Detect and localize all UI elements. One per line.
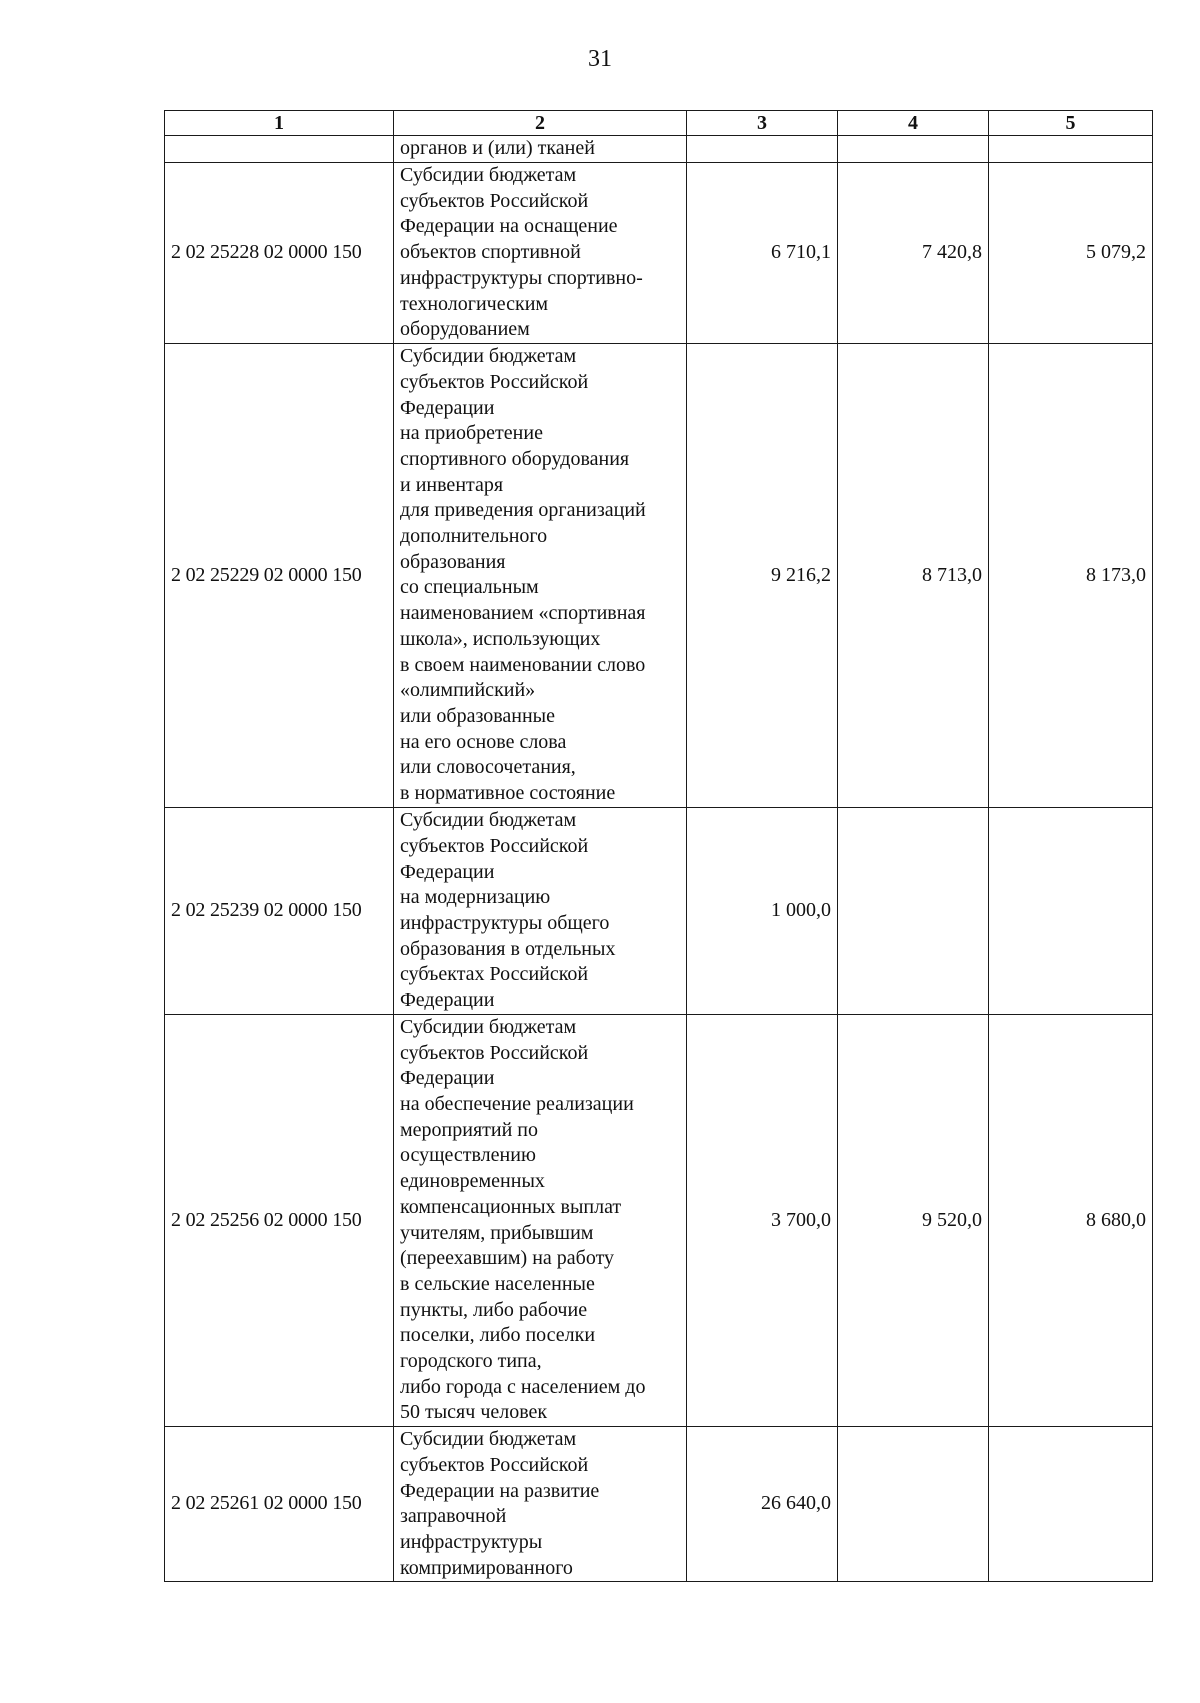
description-line: Субсидии бюджетам (400, 1428, 577, 1451)
description-line: Федерации (400, 1067, 495, 1090)
description-line: для приведения организаций (400, 499, 646, 522)
description-line: образования в отдельных (400, 937, 616, 960)
description-line: или словосочетания, (400, 756, 576, 779)
description-line: компенсационных выплат (400, 1195, 622, 1218)
table-row (165, 136, 1153, 163)
budget-code-cell: 2 02 25228 02 0000 150 (165, 163, 394, 344)
description-line: дополнительного (400, 525, 548, 548)
description-line: на его основе слова (400, 730, 567, 753)
amount-cell-col4 (838, 1427, 989, 1582)
description-line: заправочной (400, 1505, 507, 1528)
description-cell (394, 343, 687, 807)
description-line: в нормативное состояние (400, 782, 616, 805)
description-line: субъектов Российской (400, 189, 589, 212)
amount-cell-col3: 3 700,0 (687, 1014, 838, 1426)
description-line: со специальным (400, 576, 539, 599)
description-line: пункты, либо рабочие (400, 1298, 588, 1321)
description-line: единовременных (400, 1170, 545, 1193)
description-cell (394, 807, 687, 1014)
table-row (165, 1427, 1153, 1582)
budget-code-cell: 2 02 25239 02 0000 150 (165, 807, 394, 1014)
amount-cell-col5: 8 680,0 (989, 1014, 1153, 1426)
description-line: органов и (или) тканей (400, 137, 595, 160)
description-line: образования (400, 550, 506, 573)
description-cell (394, 163, 687, 344)
column-header-3: 3 (687, 111, 838, 136)
table-row (165, 163, 1153, 344)
amount-cell-col4 (838, 807, 989, 1014)
amount-cell-col3: 6 710,1 (687, 163, 838, 344)
budget-code-cell: 2 02 25261 02 0000 150 (165, 1427, 394, 1582)
description-line: в сельские населенные (400, 1272, 595, 1295)
amount-cell-col5 (989, 1427, 1153, 1582)
description-line: оборудованием (400, 318, 530, 341)
description-line: объектов спортивной (400, 241, 581, 264)
description-line: на приобретение (400, 422, 543, 445)
description-line: спортивного оборудования (400, 447, 630, 470)
budget-code-cell: 2 02 25256 02 0000 150 (165, 1014, 394, 1426)
description-cell (394, 1014, 687, 1426)
amount-cell-col5: 8 173,0 (989, 343, 1153, 807)
description-line: субъектов Российской (400, 834, 589, 857)
description-line: Федерации (400, 989, 495, 1012)
amount-cell-col5: 5 079,2 (989, 163, 1153, 344)
description-line: школа», использующих (400, 627, 601, 650)
description-line: 50 тысяч человек (400, 1401, 548, 1424)
description-line: субъектах Российской (400, 963, 589, 986)
column-header-2: 2 (394, 111, 687, 136)
description-line: «олимпийский» (400, 679, 536, 702)
description-line: Субсидии бюджетам (400, 345, 577, 368)
description-cell (394, 1427, 687, 1582)
description-line: или образованные (400, 704, 555, 727)
table-row (165, 1014, 1153, 1426)
description-line: субъектов Российской (400, 1453, 589, 1476)
description-line: Субсидии бюджетам (400, 164, 577, 186)
table-header-row (165, 111, 1153, 136)
amount-cell-col5 (989, 807, 1153, 1014)
description-line: поселки, либо поселки (400, 1324, 596, 1347)
description-line: Федерации (400, 860, 495, 883)
description-line: учителям, прибывшим (400, 1221, 594, 1244)
description-line: Субсидии бюджетам (400, 1015, 577, 1038)
amount-cell-col3: 1 000,0 (687, 807, 838, 1014)
amount-cell-col3: 9 216,2 (687, 343, 838, 807)
description-line: технологическим (400, 292, 549, 315)
description-line: Федерации на оснащение (400, 215, 618, 238)
description-line: городского типа, (400, 1350, 542, 1373)
description-line: субъектов Российской (400, 1041, 589, 1064)
column-header-4: 4 (838, 111, 989, 136)
description-line: Субсидии бюджетам (400, 809, 577, 832)
description-line: наименованием «спортивная (400, 602, 646, 625)
description-line: Федерации (400, 396, 495, 419)
amount-cell-col4 (838, 136, 989, 163)
budget-table (164, 110, 1153, 1582)
amount-cell-col4: 8 713,0 (838, 343, 989, 807)
description-line: на обеспечение реализации (400, 1093, 634, 1116)
amount-cell-col5 (989, 136, 1153, 163)
description-line: компримированного (400, 1556, 573, 1579)
page-number: 31 (588, 46, 612, 72)
description-line: Федерации на развитие (400, 1479, 600, 1502)
description-line: субъектов Российской (400, 370, 589, 393)
description-line: осуществлению (400, 1144, 536, 1167)
description-line: инфраструктуры (400, 1530, 543, 1553)
amount-cell-col3: 26 640,0 (687, 1427, 838, 1582)
description-line: (переехавшим) на работу (400, 1247, 615, 1270)
budget-code-cell: 2 02 25229 02 0000 150 (165, 343, 394, 807)
table-row (165, 807, 1153, 1014)
amount-cell-col3 (687, 136, 838, 163)
amount-cell-col4: 9 520,0 (838, 1014, 989, 1426)
description-line: инфраструктуры общего (400, 911, 610, 934)
description-line: в своем наименовании слово (400, 653, 646, 676)
amount-cell-col4: 7 420,8 (838, 163, 989, 344)
column-header-5: 5 (989, 111, 1153, 136)
description-line: инфраструктуры спортивно- (400, 266, 643, 289)
description-line: и инвентаря (400, 473, 504, 496)
description-line: на модернизацию (400, 886, 551, 909)
description-cell (394, 136, 687, 163)
description-line: либо города с населением до (400, 1375, 646, 1398)
description-line: мероприятий по (400, 1118, 538, 1141)
column-header-1: 1 (165, 111, 394, 136)
table-row (165, 343, 1153, 807)
budget-code-cell (165, 136, 394, 163)
